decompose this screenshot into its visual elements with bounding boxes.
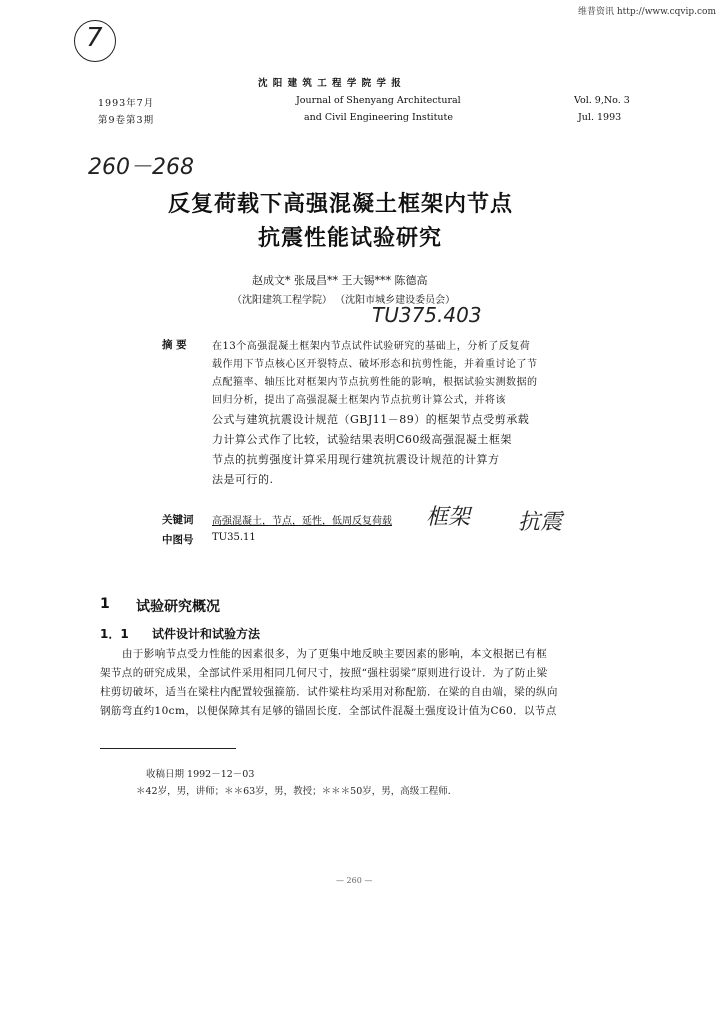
body-line: 由于影响节点受力性能的因素很多，为了更集中地反映主要因素的影响，本文根据已有框 [122, 648, 548, 660]
abstract-line: 公式与建筑抗震设计规范（GBJ11－89）的框架节点受剪承载 [212, 413, 530, 426]
abstract-line: 载作用下节点核心区开裂特点、破坏形态和抗剪性能，并着重讨论了节 [212, 359, 538, 370]
body-line: 架节点的研究成果，全部试件采用相同几何尺寸，按照“强柱弱梁”原则进行设计．为了防止梁 [100, 667, 548, 679]
handwritten-circle [74, 20, 116, 62]
paper-title-line2: 抗震性能试验研究 [258, 226, 443, 251]
handwritten-number: 7 [86, 23, 103, 53]
footnote-authors: ＊42岁，男，讲师；＊＊63岁，男，教授；＊＊＊50岁，男，高级工程师． [136, 786, 458, 797]
section-number: 1 [100, 596, 110, 612]
page-number: — 260 — [336, 876, 373, 885]
subsection-number: 1．1 [100, 627, 129, 641]
body-line: 钢筋弯直约10cm，以便保障其有足够的锚固长度．全部试件混凝土强度设计值为C60．以节点 [100, 705, 557, 717]
keywords-value: 高强混凝土，节点，延性，低周反复荷载 [212, 516, 392, 527]
handwritten-keyword-1: 框架 [426, 505, 471, 530]
journal-name-cn: 沈 阳 建 筑 工 程 学 院 学 报 [258, 78, 402, 89]
journal-date-cn: 1993年7月 [98, 98, 155, 109]
footnote-received: 收稿日期 1992－12－03 [146, 769, 255, 780]
keywords-label: 关键词 [162, 514, 194, 526]
author-affiliation: （沈阳建筑工程学院） （沈阳市城乡建设委员会） [232, 295, 456, 306]
journal-volume-en: Vol. 9,No. 3 [574, 95, 630, 106]
handwritten-class-code: TU375.403 [372, 303, 482, 327]
subsection-title: 试件设计和试验方法 [152, 627, 261, 641]
abstract-line: 回归分析，提出了高强混凝土框架内节点抗剪计算公式，并将该 [212, 395, 506, 406]
paper-title-line1: 反复荷载下高强混凝土框架内节点 [168, 192, 514, 217]
abstract-line: 法是可行的. [212, 473, 274, 486]
footnote-rule [100, 748, 236, 749]
abstract-line: 在13个高强混凝土框架内节点试件试验研究的基础上，分析了反复荷 [212, 341, 531, 352]
abstract-line: 点配箍率、轴压比对框架内节点抗剪性能的影响，根据试验实测数据的 [212, 377, 538, 388]
abstract-label: 摘 要 [162, 339, 187, 351]
body-line: 柱剪切破坏，适当在梁柱内配置较强箍筋．试件梁柱均采用对称配筋．在梁的自由端，梁的纵向 [100, 686, 558, 698]
handwritten-pages: 260－268 [88, 155, 194, 180]
abstract-line: 力计算公式作了比较，试验结果表明C60级高强混凝土框架 [212, 433, 512, 446]
abstract-line: 节点的抗剪强度计算采用现行建筑抗震设计规范的计算方 [212, 453, 500, 466]
author-names: 赵成文* 张晟昌** 王大锡*** 陈德高 [252, 274, 428, 287]
clc-value: TU35.11 [212, 532, 256, 543]
clc-label: 中图号 [162, 534, 194, 546]
journal-name-en-1: Journal of Shenyang Architectural [296, 95, 461, 106]
watermark-text: 维普资讯 http://www.cqvip.com [577, 7, 716, 17]
section-title: 试验研究概况 [136, 599, 220, 615]
journal-date-en: Jul. 1993 [578, 112, 622, 123]
handwritten-keyword-2: 抗震 [518, 510, 563, 535]
journal-name-en-2: and Civil Engineering Institute [304, 112, 453, 123]
journal-volume-cn: 第9卷第3期 [98, 115, 155, 126]
